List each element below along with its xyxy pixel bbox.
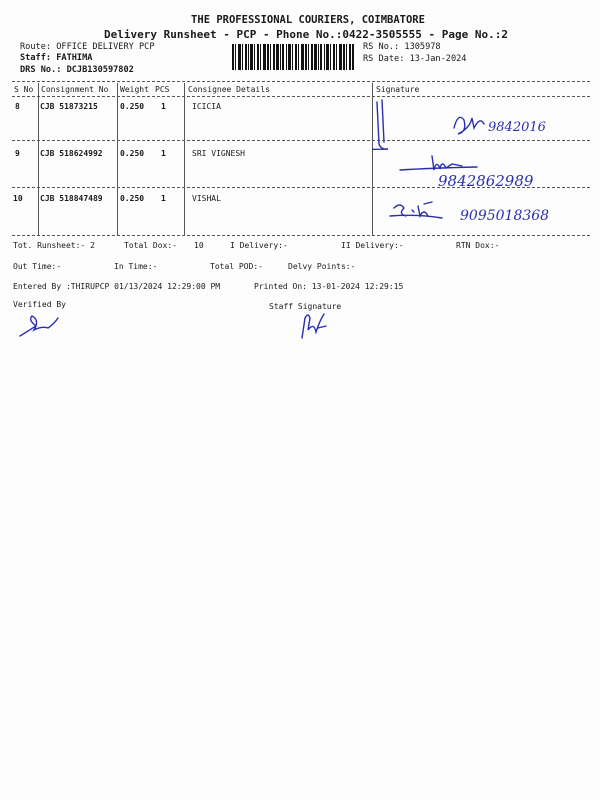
delvy-points: Delvy Points:- — [288, 262, 356, 271]
ii-delivery: II Delivery:- — [341, 241, 404, 250]
column-divider — [117, 83, 118, 235]
i-delivery: I Delivery:- — [230, 241, 288, 250]
signature-phone-3: 9095018368 — [460, 208, 550, 224]
printed-on: Printed On: 13-01-2024 12:29:15 — [254, 282, 404, 291]
row-weight: 0.250 — [120, 102, 145, 111]
row-consignee: VISHAL — [192, 194, 221, 203]
drs-number: DRS No.: DCJB130597802 — [20, 65, 134, 75]
col-header-consignee: Consignee Details — [188, 85, 270, 94]
rs-number: RS No.: 1305978 — [363, 42, 441, 52]
row-consignment: CJB 518847489 — [40, 194, 103, 203]
column-divider — [184, 83, 185, 235]
col-header-consignment: Consignment No — [41, 85, 109, 94]
col-header-pcs: PCS — [155, 85, 170, 94]
route-label: Route: OFFICE DELIVERY PCP — [20, 42, 155, 52]
row-consignee: SRI VIGNESH — [192, 149, 245, 158]
signature-phone-2: 9842862989 — [438, 172, 534, 190]
signature-phone-1: 9842016 — [488, 120, 546, 135]
handwritten-signatures — [372, 98, 592, 238]
column-divider — [38, 83, 39, 235]
total-dox-label: Total Dox:- — [124, 241, 177, 250]
col-header-weight: Weight — [120, 85, 149, 94]
row-sno: 10 — [13, 194, 23, 203]
verified-by-signature — [18, 312, 62, 340]
row-weight: 0.250 — [120, 149, 145, 158]
row-consignee: ICICIA — [192, 102, 221, 111]
staff-label: Staff: FATHIMA — [20, 53, 93, 63]
total-dox-value: 10 — [194, 241, 204, 250]
tot-runsheet: Tot. Runsheet:- 2 — [13, 241, 95, 250]
row-sno: 9 — [15, 149, 20, 158]
table-top-rule — [12, 81, 590, 82]
row-consignment: CJB 51873215 — [40, 102, 98, 111]
row-weight: 0.250 — [120, 194, 145, 203]
staff-signature-label: Staff Signature — [269, 302, 342, 311]
out-time: Out Time:- — [13, 262, 62, 271]
row-pcs: 1 — [161, 194, 166, 203]
verified-by-label: Verified By — [13, 300, 66, 309]
row-pcs: 1 — [161, 149, 166, 158]
in-time: In Time:- — [114, 262, 158, 271]
total-pod: Total POD:- — [210, 262, 263, 271]
company-name: THE PROFESSIONAL COURIERS, COIMBATORE — [191, 14, 425, 26]
runsheet-title: Delivery Runsheet - PCP - Phone No.:0422-3505555 - Page No.:2 — [104, 28, 508, 41]
barcode — [232, 44, 354, 70]
row-consignment: CJB 518624992 — [40, 149, 103, 158]
table-header-rule — [12, 96, 590, 97]
staff-signature-mark — [296, 310, 332, 340]
row-sno: 8 — [15, 102, 20, 111]
entered-by: Entered By :THIRUPCP 01/13/2024 12:29:00 PM — [13, 282, 221, 291]
col-header-signature: Signature — [376, 85, 420, 94]
rs-date: RS Date: 13-Jan-2024 — [363, 54, 467, 64]
row-pcs: 1 — [161, 102, 166, 111]
col-header-sno: S No — [14, 85, 34, 94]
rtn-dox: RTN Dox:- — [456, 241, 500, 250]
